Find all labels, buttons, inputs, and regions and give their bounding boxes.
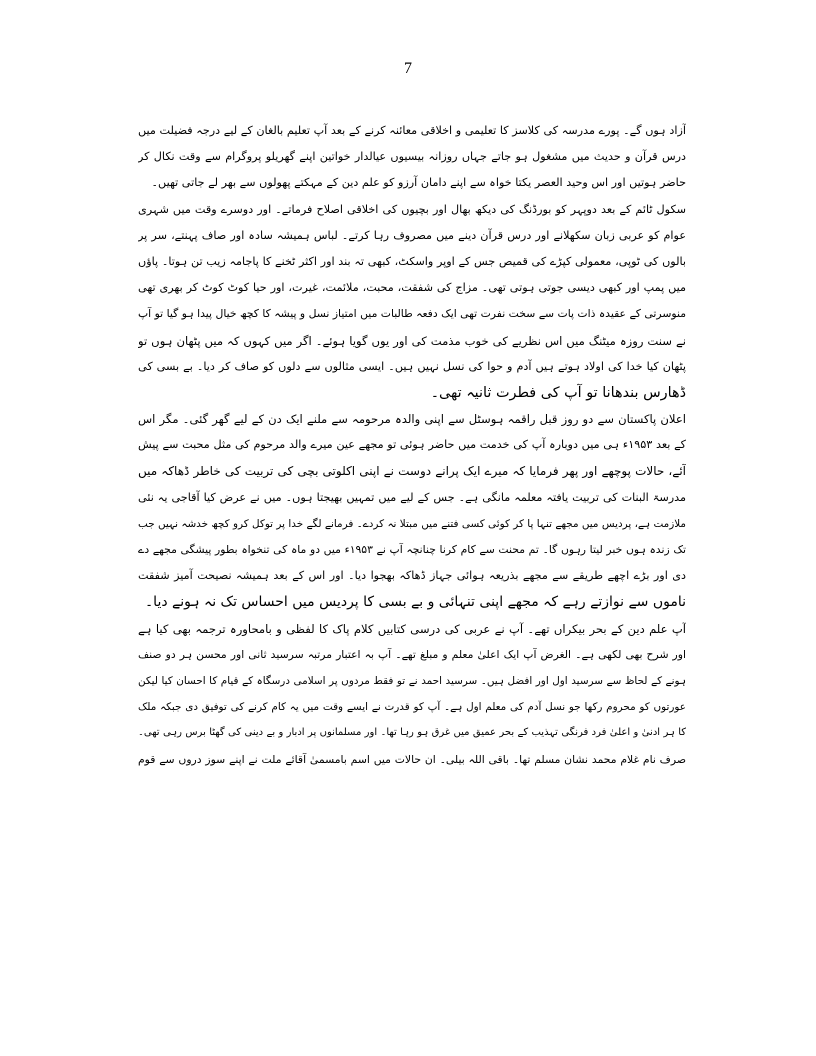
text-line: تک زندہ ہوں خبر لیتا رہوں گا۔ تم محنت سے کام کرنا چنانچہ آپ نے ۱۹۵۳ء میں دو ماہ کی تنخواہ بطور پیشگی مجھے دے [138, 543, 686, 556]
body-text [138, 118, 686, 773]
text-line: صرف نام غلام محمد نشان مسلم تھا۔ باقی اللہ بیلی۔ ان حالات میں اسم بامسمیٰ آقائے ملت نے اپنے سوز دروں سے قوم [138, 752, 686, 766]
text-line: آپ علم دین کے بحر بیکراں تھے۔ آپ نے عربی کی درسی کتابیں کلام پاک کا لفظی و بامحاورہ ترجمہ بھی کیا ہے [138, 621, 686, 636]
text-line: ہونے کے لحاظ سے سرسید اول اور افضل ہیں۔ سرسید احمد نے تو فقط مردوں پر اسلامی درسگاہ کے قیام کا احسان کیا لیکن [138, 674, 686, 687]
text-line: آزاد ہوں گے۔ پورے مدرسہ کی کلاسز کا تعلیمی و اخلاقی معائنہ کرنے کے بعد آپ تعلیم بالغان کے لیے درجہ فضیلت میں [138, 124, 686, 137]
text-line: مدرسۃ البنات کی تربیت یافتہ معلمہ مانگی ہے۔ جس کے لیے میں تمہیں بھیجتا ہوں۔ میں نے عرض کیا آقاجی یہ نئی [138, 490, 686, 504]
text-line: ملازمت ہے، پردیس میں مجھے تنہا پا کر کوئی کسی فتنے میں مبتلا نہ کردے۔ فرمانے لگے خدا پر توکل کرو کچھ خدشہ نہیں جب [138, 517, 686, 530]
text-line: کا ہر ادنیٰ و اعلیٰ فرد فرنگی تہذیب کے بحر عمیق میں غرق ہو رہا تھا۔ اور مسلمانوں پر ادبار و بے دینی کی گھٹا برس رہی تھی۔ [138, 727, 686, 739]
page-number: 7 [404, 60, 412, 77]
text-line: دی اور بڑے اچھے طریقے سے مجھے بذریعہ ہوائی جہاز ڈھاکہ بھجوا دیا۔ اور اس کے بعد ہمیشہ نصیحت آمیز شفقت [138, 569, 686, 583]
text-line: اور شرح بھی لکھی ہے۔ الغرض آپ ایک اعلیٰ معلم و مبلغ تھے۔ آپ بہ اعتبار مرتبہ سرسید ثانی اور محسن ہر دو صنف [138, 647, 686, 661]
text-line: حاضر ہوتیں اور اس وحید العصر یکتا خواہ سے اپنے دامان آرزو کو علم دین کے مہکتے پھولوں سے بھر لے جاتی تھیں۔ [151, 176, 686, 190]
text-line: منوسرتی کے عقیدہ ذات پات سے سخت نفرت تھی ایک دفعہ طالبات میں امتیاز نسل و پیشہ کا کچھ خیال پیدا ہو گیا تو آپ [138, 307, 686, 321]
text-line: ناموں سے نوازتے رہے کہ مجھے اپنی تنہائی و بے بسی کا پردیس میں احساس تک نہ ہونے دیا۔ [144, 594, 686, 611]
text-line: بالوں کی ٹوپی، معمولی کپڑے کی قمیص جس کے اوپر واسکٹ، کبھی تہ بند اور اکثر ٹخنے کا پاجامہ زیب تن ہوتا۔ پاؤں [138, 254, 686, 268]
text-line: کے بعد ۱۹۵۳ء ہی میں دوبارہ آپ کی خدمت میں حاضر ہوئی تو مجھے عین میرے والد مرحوم کی مثل محبت سے پیش [138, 438, 686, 452]
text-line: میں پمپ اور کبھی دیسی جوتی ہوتی تھی۔ مزاج کی شفقت، محبت، ملائمت، غیرت، اور حیا کوٹ کوٹ کر بھری تھی [138, 281, 686, 295]
text-line: عورتوں کو محروم رکھا جو نسل آدم کی معلم اول ہے۔ آپ کو قدرت نے ایسے وقت میں یہ کام کرنے کی توفیق دی جبکہ ملک [138, 701, 686, 714]
text-line: ڈھارس بندھانا تو آپ کی فطرت ثانیہ تھی۔ [430, 384, 686, 401]
text-line: عوام کو عربی زبان سکھلانے اور درس قرآن دینے میں مصروف رہا کرتے۔ لباس ہمیشہ سادہ اور صاف پہنتے، سر پر [138, 228, 686, 242]
text-line: آئے، حالات پوچھے اور پھر فرمایا کہ میرے ایک پرانے دوست نے اپنی اکلوتی بچی کی تربیت کی خاطر ڈھاکہ میں [138, 464, 686, 479]
text-line: پٹھان کیا خدا کی اولاد ہوتے ہیں آدم و حوا کی نسل نہیں ہیں۔ ایسی مثالوں سے دلوں کو صاف کر دیا۔ بے بسی کی [138, 359, 686, 373]
text-line: درس قرآن و حدیث میں مشغول ہو جاتے جہاں روزانہ بیسیوں عیالدار خواتین اپنے گھریلو پروگرام سے وقت نکال کر [138, 150, 686, 164]
text-line: اعلان پاکستان سے دو روز قبل راقمہ ہوسٹل سے اپنی والدہ مرحومہ سے ملنے ایک دن کے لیے گھر گئی۔ مگر اس [138, 412, 686, 427]
text-line: نے سنت روزہ میٹنگ میں اس نظریے کی خوب مذمت کی اور یوں گویا ہوئے۔ اگر میں کہوں کہ میں پٹھان ہوں تو [138, 333, 686, 348]
text-line: سکول ٹائم کے بعد دوپہر کو بورڈنگ کی دیکھ بھال اور بچیوں کی اخلاقی اصلاح فرماتے۔ اور دوسرے وقت میں شہری [138, 202, 686, 216]
